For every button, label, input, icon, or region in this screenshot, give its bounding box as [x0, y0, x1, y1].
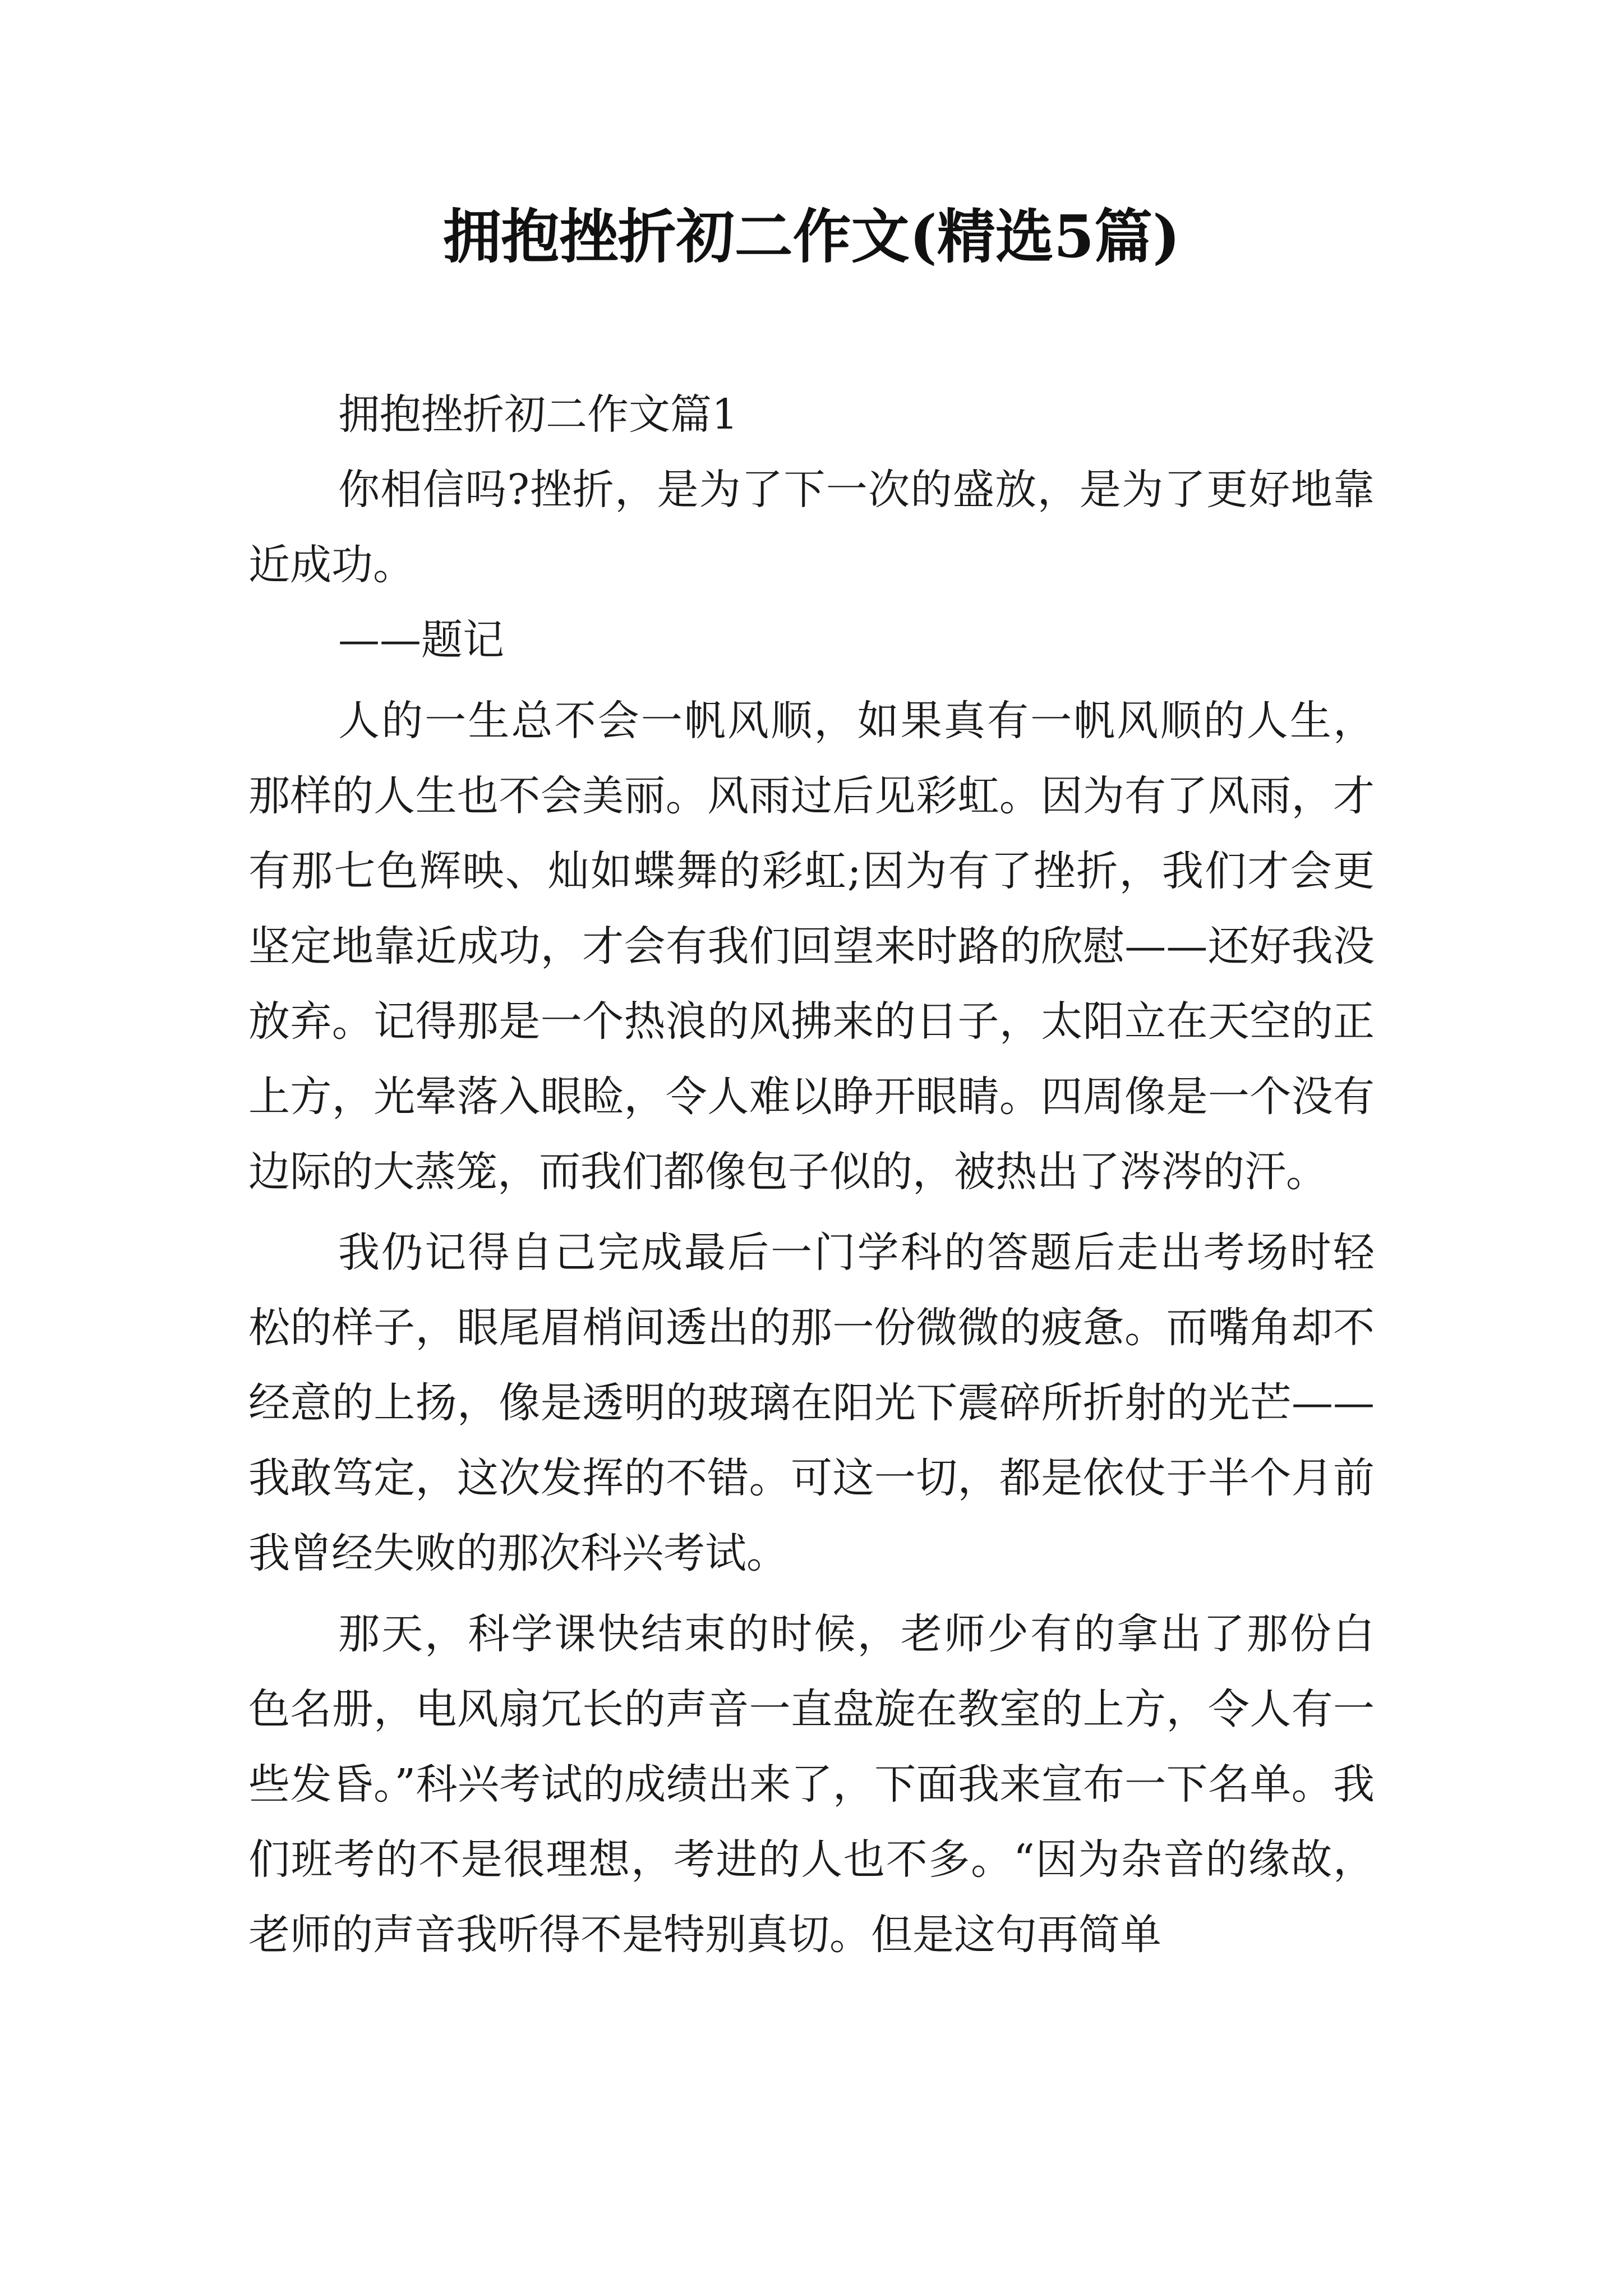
- paragraph-3: 那天，科学课快结束的时候，老师少有的拿出了那份白色名册，电风扇冗长的声音一直盘旋在教室的上方，令人有一些发昏。”科兴考试的成绩出来了，下面我来宣布一下名单。我们班考的不是很理想，考进的人也不多。“因为杂音的缘故，老师的声音我听得不是特别真切。但是这句再简单: [248, 1610, 1375, 1959]
- paragraph-epigraph: 你相信吗?挫折，是为了下一次的盛放，是为了更好地靠近成功。: [248, 466, 1375, 589]
- section-heading: 拥抱挫折初二作文篇1: [338, 390, 739, 439]
- paragraph-1: 人的一生总不会一帆风顺，如果真有一帆风顺的人生，那样的人生也不会美丽。风雨过后见彩虹。因为有了风雨，才有那七色辉映、灿如蝶舞的彩虹;因为有了挫折，我们才会更坚定地靠近成功，才会有我们回望来时路的欣慰——还好我没放弃。记得那是一个热浪的风拂来的日子，太阳立在天空的正上方，光晕落入眼睑，令人难以睁开眼睛。四周像是一个没有边际的大蒸笼，而我们都像包子似的，被热出了涔涔的汗。: [248, 697, 1375, 1196]
- document-title: 拥抱挫折初二作文(精选5篇): [442, 202, 1181, 271]
- paragraph-2: 我仍记得自己完成最后一门学科的答题后走出考场时轻松的样子，眼尾眉梢间透出的那一份微微的疲惫。而嘴角却不经意的上扬，像是透明的玻璃在阳光下震碎所折射的光芒——我敢笃定，这次发挥的不错。可这一切，都是依仗于半个月前我曾经失败的那次科兴考试。: [248, 1228, 1375, 1577]
- paragraph-epigraph-source: ——题记: [338, 616, 504, 664]
- document-body: [248, 377, 1375, 1972]
